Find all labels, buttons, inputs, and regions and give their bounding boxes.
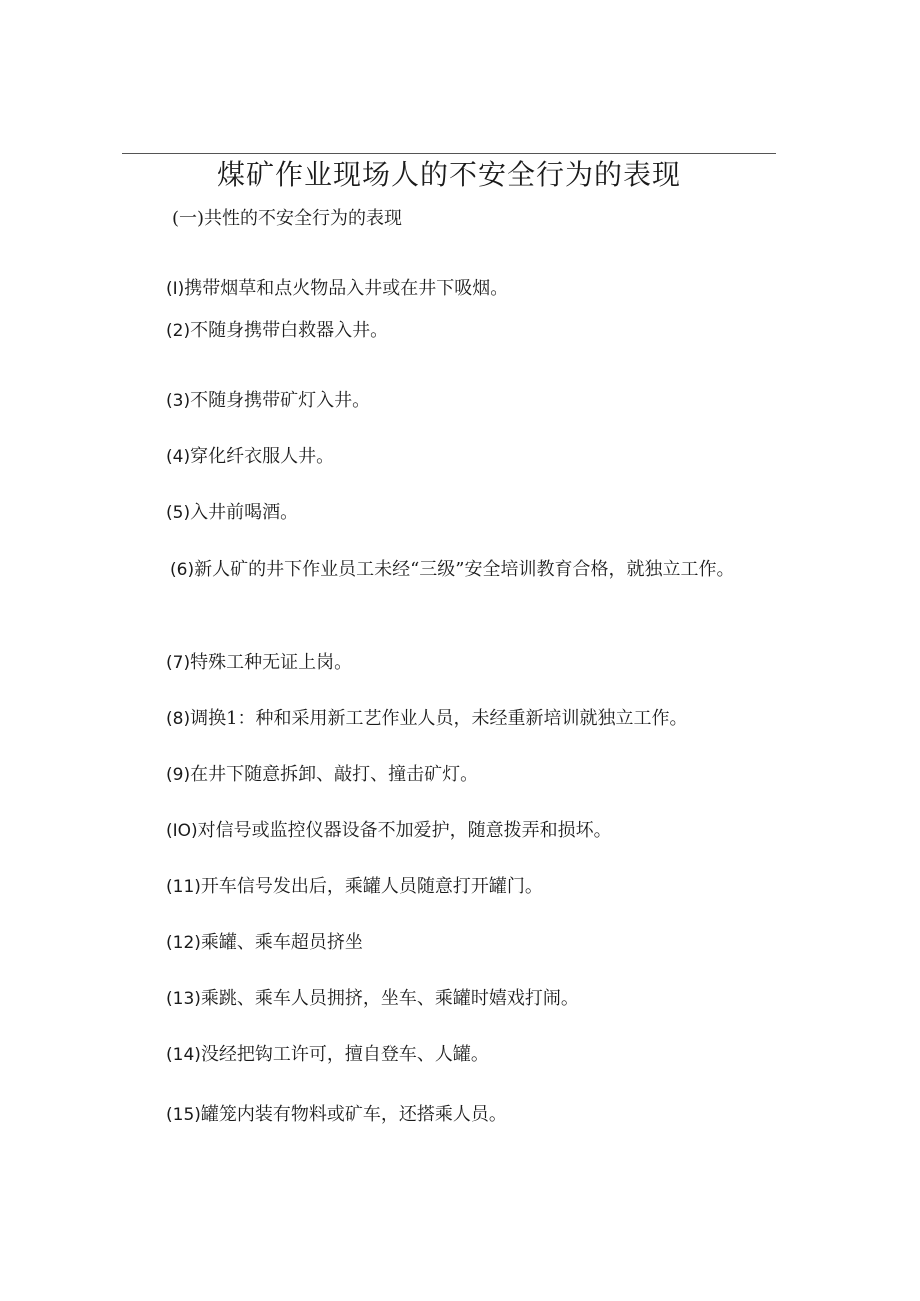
item-text: 调换1：种和采用新工艺作业人员，未经重新培训就独立工作。 <box>190 708 688 729</box>
header-rule <box>122 153 776 154</box>
list-item <box>166 817 612 845</box>
list-item <box>166 317 388 345</box>
item-text: 不随身携带白救器入井。 <box>190 320 389 341</box>
item-text: 对信号或监控仪器设备不加爱护，随意拨弄和损坏。 <box>197 820 612 841</box>
item-text: 穿化纤衣服人井。 <box>190 446 335 467</box>
section-heading: (一)共性的不安全行为的表现 <box>172 208 403 229</box>
item-text: 乘跳、乘车人员拥挤，坐车、乘罐时嬉戏打闹。 <box>200 988 579 1009</box>
list-item <box>166 1101 507 1129</box>
item-number: (2) <box>166 321 191 341</box>
list-item <box>166 705 688 733</box>
item-number: (11) <box>166 877 201 897</box>
item-text: 新人矿的井下作业员工未经“三级”安全培训教育合格，就独立工作。 <box>194 559 735 580</box>
list-item <box>166 873 543 901</box>
list-item <box>166 387 370 415</box>
item-number: (6) <box>170 560 195 580</box>
item-number: (7) <box>166 653 191 673</box>
document-title: 煤矿作业现场人的不安全行为的表现 <box>216 158 681 191</box>
item-number: (12) <box>166 933 201 953</box>
item-number: (I) <box>166 279 185 299</box>
item-number: (5) <box>166 503 191 523</box>
item-number: (8) <box>166 709 191 729</box>
list-item <box>166 275 508 303</box>
item-text: 罐笼内装有物料或矿车，还搭乘人员。 <box>200 1104 507 1125</box>
list-item <box>166 499 298 527</box>
list-item <box>166 1041 489 1069</box>
item-text: 不随身携带矿灯入井。 <box>190 390 371 411</box>
item-number: (14) <box>166 1045 201 1065</box>
item-number: (4) <box>166 447 191 467</box>
item-text: 乘罐、乘车超员挤坐 <box>200 932 363 953</box>
list-item <box>166 443 334 471</box>
item-number: (3) <box>166 391 191 411</box>
item-text: 在井下随意拆卸、敲打、撞击矿灯。 <box>190 764 479 785</box>
item-number: (9) <box>166 765 191 785</box>
item-number: (IO) <box>166 821 198 841</box>
item-text: 特殊工种无证上岗。 <box>190 652 353 673</box>
item-number: (15) <box>166 1105 201 1125</box>
item-text: 没经把钩工许可，擅自登车、人罐。 <box>200 1044 489 1065</box>
item-number: (13) <box>166 989 201 1009</box>
list-item <box>166 761 478 789</box>
item-text: 入井前喝酒。 <box>190 502 299 523</box>
list-item <box>166 929 363 957</box>
list-item <box>166 649 352 677</box>
item-text: 携带烟草和点火物品入井或在井下吸烟。 <box>184 278 509 299</box>
list-item <box>126 550 776 590</box>
item-text: 开车信号发出后，乘罐人员随意打开罐门。 <box>200 876 543 897</box>
list-item <box>166 985 579 1013</box>
